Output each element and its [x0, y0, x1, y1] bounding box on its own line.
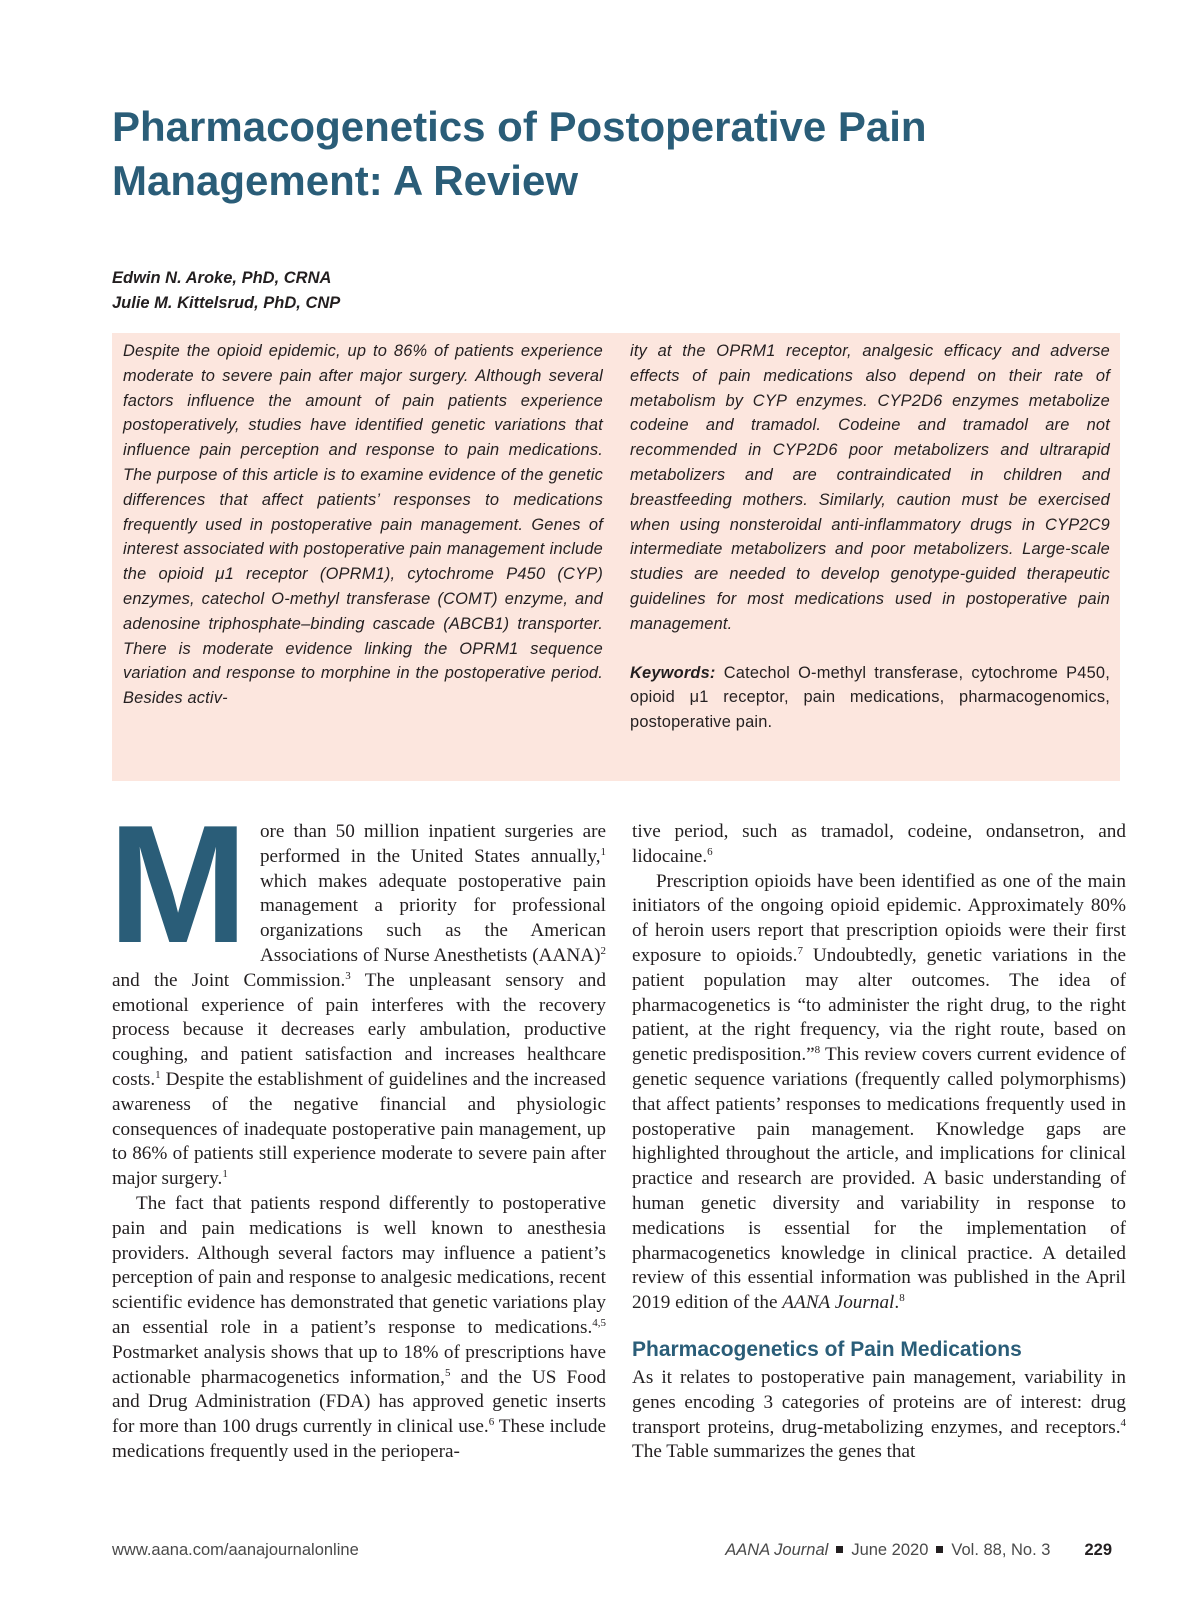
citation: 3 [345, 969, 351, 982]
citation: 6 [707, 845, 713, 858]
citation: 5 [444, 1366, 451, 1379]
citation: 8 [899, 1292, 905, 1305]
journal-name: AANA Journal [782, 1292, 895, 1314]
paragraph-text: which makes adequate postoperative pain management a priority for professional organizations such as the American Associations of Nurse Anesthetists (AANA) [259, 870, 606, 966]
citation: 1 [222, 1168, 228, 1181]
paragraph-text: The fact that patients respond differently to postoperative pain and pain medications is well known to anesthesia providers. Although several factors may influence a patient’s perception of pain and response to analgesic medications, recent scientific evidence has demonstrated that genetic variations play an essential role in a patient’s response to medications. [112, 1192, 606, 1338]
paragraph-text: ore than 50 million inpatient surgeries are performed in the United States annually, [259, 821, 606, 867]
drop-cap: M [108, 790, 248, 978]
paragraph-text: Despite the establishment of guidelines and the increased awareness of the negative financial and physiologic consequences of inadequate postoperative pain management, up to 86% of patients still experience moderate to severe pain after major surgery. [112, 1068, 606, 1190]
citation: 8 [814, 1044, 821, 1057]
bullet-separator-icon [836, 1546, 843, 1553]
author-name: Edwin N. Aroke, PhD, CRNA [112, 269, 332, 287]
body-paragraph [632, 1366, 1126, 1465]
paragraph-text: The Table summarizes the genes that [632, 1441, 916, 1463]
footer-journal: AANA Journal [725, 1541, 829, 1559]
abstract-text-part-1: Despite the opioid epidemic, up to 86% of patients experience moderate to severe pain after major surgery. Although several factors influence the amount of pain patients experience postoperatively, studies have identified genetic variations that influence pain perception and response to pain medications. The purpose of this article is to examine evidence of the genetic differences that affect patients’ responses to medications frequently used in postoperative pain management. Genes of interest associated with postoperative pain management include the opioid μ1 receptor (OPRM1), cytochrome P450 (CYP) enzymes, catechol O-methyl transferase (COMT) enzyme, and adenosine triphosphate–binding cascade (ABCB1) transporter. There is moderate evidence linking the OPRM1 sequence variation and response to morphine in the postoperative period. Besides activ- [123, 342, 603, 708]
body-paragraph [632, 820, 1126, 870]
citation: 7 [797, 944, 803, 957]
footer-url[interactable]: www.aana.com/aanajournalonline [112, 1541, 359, 1559]
keywords [630, 661, 1110, 735]
paragraph-text: and the Joint Commission. [112, 969, 346, 991]
article-title-line-2: Management: A Review [112, 157, 578, 204]
citation: 1 [600, 845, 606, 858]
body-paragraph [632, 870, 1126, 1316]
article-title-line-1: Pharmacogenetics of Postoperative Pain [112, 103, 927, 150]
abstract-column-right [630, 339, 1110, 735]
paragraph-text: These include medications frequently used in the periopera- [112, 1416, 606, 1462]
paragraph-text: and the US Food and Drug Administration (FDA) has approved genetic inserts for more than 100 drugs currently in clinical use. [112, 1366, 607, 1438]
keywords-text: Catechol O-methyl transferase, cytochrome P450, opioid μ1 receptor, pain medications, pharmacogenomics, postoperative pain. [630, 663, 1110, 732]
intro-paragraph [108, 790, 606, 1192]
author-name: Julie M. Kittelsrud, PhD, CNP [112, 294, 341, 312]
abstract-column-left [123, 339, 603, 711]
abstract-text-part-2: ity at the OPRM1 receptor, analgesic efficacy and adverse effects of pain medications also depend on their rate of metabolism by CYP enzymes. CYP2D6 enzymes metabolize codeine and tramadol. Codeine and tramadol are not recommended in CYP2D6 poor metabolizers and ultrarapid metabolizers and are contraindicated in children and breastfeeding mothers. Similarly, caution must be exercised when using nonsteroidal anti-inflammatory drugs in CYP2C9 intermediate metabolizers and poor metabolizers. Large-scale studies are needed to develop genotype-guided therapeutic guidelines for most medications used in postoperative pain management. [630, 342, 1110, 633]
citation: 4,5 [592, 1316, 606, 1329]
paragraph-text: tive period, such as tramadol, codeine, ondansetron, and lidocaine. [632, 821, 1126, 867]
page-number: 229 [1084, 1541, 1112, 1559]
paragraph-text: . [894, 1292, 900, 1314]
paragraph-text: As it relates to postoperative pain management, variability in genes encoding 3 categories of proteins are of interest: drug transport proteins, drug-metabolizing enzymes, and receptors. [632, 1366, 1126, 1438]
footer-date: June 2020 [851, 1541, 929, 1559]
section-heading: Pharmacogenetics of Pain Medications [632, 1337, 1022, 1361]
paragraph-text: This review covers current evidence of genetic sequence variations (frequently called polymorphisms) that affect patients’ responses to medications frequently used in postoperative pain management. Knowledge gaps are highlighted throughout the article, and implications for clinical practice and research are provided. A basic understanding of human genetic diversity and variability in response to medications is essential for the implementation of pharmacogenetics knowledge in clinical practice. A detailed review of this essential information was published in the April 2019 edition of the [632, 1044, 1126, 1314]
bullet-separator-icon [936, 1546, 943, 1553]
paragraph-text: The unpleasant sensory and emotional experience of pain interferes with the recovery process because it decreases early ambulation, productive coughing, and patient satisfaction and increases healthcare costs. [112, 969, 606, 1090]
paragraph-text: Prescription opioids have been identified as one of the main initiators of the ongoing opioid epidemic. Approximately 80% of heroin users report that prescription opioids were their first exposure to opioids. [632, 870, 1126, 966]
article-title [112, 100, 1072, 208]
author-list [112, 266, 340, 316]
citation: 1 [155, 1068, 161, 1081]
body-paragraph [112, 1192, 606, 1465]
abstract-box [112, 333, 1120, 781]
paragraph-text: Undoubtedly, genetic variations in the patient population may alter outcomes. The idea of pharmacogenetics is “to administer the right drug, to the right patient, at the right frequency, via the right route, based on genetic predisposition.” [632, 944, 1126, 1066]
citation: 2 [600, 944, 606, 957]
footer-citation [725, 1541, 1112, 1560]
paragraph-text: Postmarket analysis shows that up to 18% of prescriptions have actionable pharmacogenetics information, [112, 1341, 606, 1388]
body-column-left [108, 790, 607, 1465]
citation: 6 [488, 1416, 495, 1429]
keywords-label: Keywords: [630, 663, 716, 682]
citation: 4 [1120, 1416, 1126, 1429]
footer-volume: Vol. 88, No. 3 [951, 1541, 1051, 1559]
body-column-right [632, 820, 1126, 1465]
